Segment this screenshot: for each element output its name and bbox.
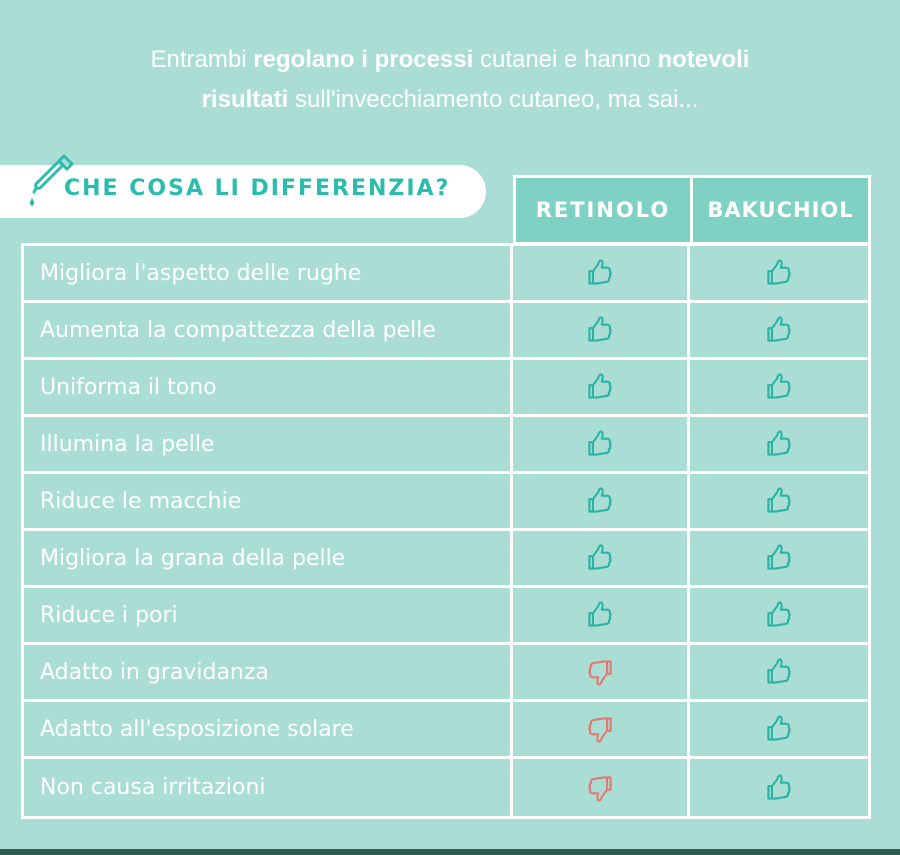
thumbs-up-icon — [585, 597, 615, 633]
intro-text-part: Entrambi — [150, 46, 254, 73]
thumbs-up-icon — [764, 369, 794, 405]
thumbs-down-icon — [585, 770, 615, 806]
table-row — [24, 531, 868, 588]
bakuchiol-cell — [690, 246, 867, 300]
row-label: Migliora l'aspetto delle rughe — [24, 246, 513, 300]
row-label: Uniforma il tono — [24, 360, 513, 414]
thumbs-down-icon — [585, 711, 615, 747]
bakuchiol-cell — [690, 417, 867, 471]
table-row — [24, 645, 868, 702]
retinolo-cell — [513, 531, 690, 585]
retinolo-cell — [513, 759, 690, 816]
intro-text-part: sull'invecchiamento cutaneo, ma sai... — [288, 86, 699, 113]
retinolo-cell — [513, 588, 690, 642]
row-label: Riduce i pori — [24, 588, 513, 642]
retinolo-cell — [513, 303, 690, 357]
bakuchiol-cell — [690, 531, 867, 585]
intro-line-2 — [0, 80, 900, 120]
column-header-bakuchiol: BAKUCHIOL — [690, 175, 871, 245]
table-row — [24, 474, 868, 531]
thumbs-up-icon — [764, 483, 794, 519]
row-label: Illumina la pelle — [24, 417, 513, 471]
table-row — [24, 702, 868, 759]
retinolo-cell — [513, 702, 690, 756]
row-label: Adatto in gravidanza — [24, 645, 513, 699]
thumbs-up-icon — [764, 770, 794, 806]
table-row — [24, 360, 868, 417]
retinolo-cell — [513, 417, 690, 471]
retinolo-cell — [513, 360, 690, 414]
thumbs-up-icon — [764, 426, 794, 462]
bottom-divider — [0, 849, 900, 855]
thumbs-up-icon — [764, 654, 794, 690]
bakuchiol-cell — [690, 303, 867, 357]
row-label: Non causa irritazioni — [24, 759, 513, 816]
bakuchiol-cell — [690, 702, 867, 756]
thumbs-up-icon — [585, 426, 615, 462]
table-row — [24, 303, 868, 360]
thumbs-up-icon — [585, 369, 615, 405]
bakuchiol-cell — [690, 588, 867, 642]
table-row — [24, 759, 868, 816]
thumbs-up-icon — [764, 540, 794, 576]
thumbs-up-icon — [764, 255, 794, 291]
bakuchiol-cell — [690, 759, 867, 816]
thumbs-up-icon — [585, 312, 615, 348]
row-label: Riduce le macchie — [24, 474, 513, 528]
intro-bold-part: notevoli — [657, 46, 750, 73]
thumbs-up-icon — [764, 597, 794, 633]
section-title: CHE COSA LI DIFFERENZIA? — [64, 176, 451, 201]
retinolo-cell — [513, 246, 690, 300]
thumbs-up-icon — [764, 711, 794, 747]
row-label: Adatto all'esposizione solare — [24, 702, 513, 756]
thumbs-up-icon — [585, 483, 615, 519]
thumbs-up-icon — [585, 540, 615, 576]
table-row — [24, 417, 868, 474]
table-row — [24, 588, 868, 645]
retinolo-cell — [513, 645, 690, 699]
intro-text-part: cutanei e hanno — [473, 46, 658, 73]
intro-text — [0, 40, 900, 120]
table-row — [24, 246, 868, 303]
comparison-table — [21, 243, 871, 819]
row-label: Aumenta la compattezza della pelle — [24, 303, 513, 357]
thumbs-down-icon — [585, 654, 615, 690]
bakuchiol-cell — [690, 360, 867, 414]
thumbs-up-icon — [585, 255, 615, 291]
retinolo-cell — [513, 474, 690, 528]
column-header-retinolo: RETINOLO — [513, 175, 693, 245]
thumbs-up-icon — [764, 312, 794, 348]
bakuchiol-cell — [690, 474, 867, 528]
intro-bold-part: risultati — [201, 86, 289, 113]
row-label: Migliora la grana della pelle — [24, 531, 513, 585]
bakuchiol-cell — [690, 645, 867, 699]
intro-line-1 — [0, 40, 900, 80]
intro-bold-part: regolano i processi — [253, 46, 474, 73]
